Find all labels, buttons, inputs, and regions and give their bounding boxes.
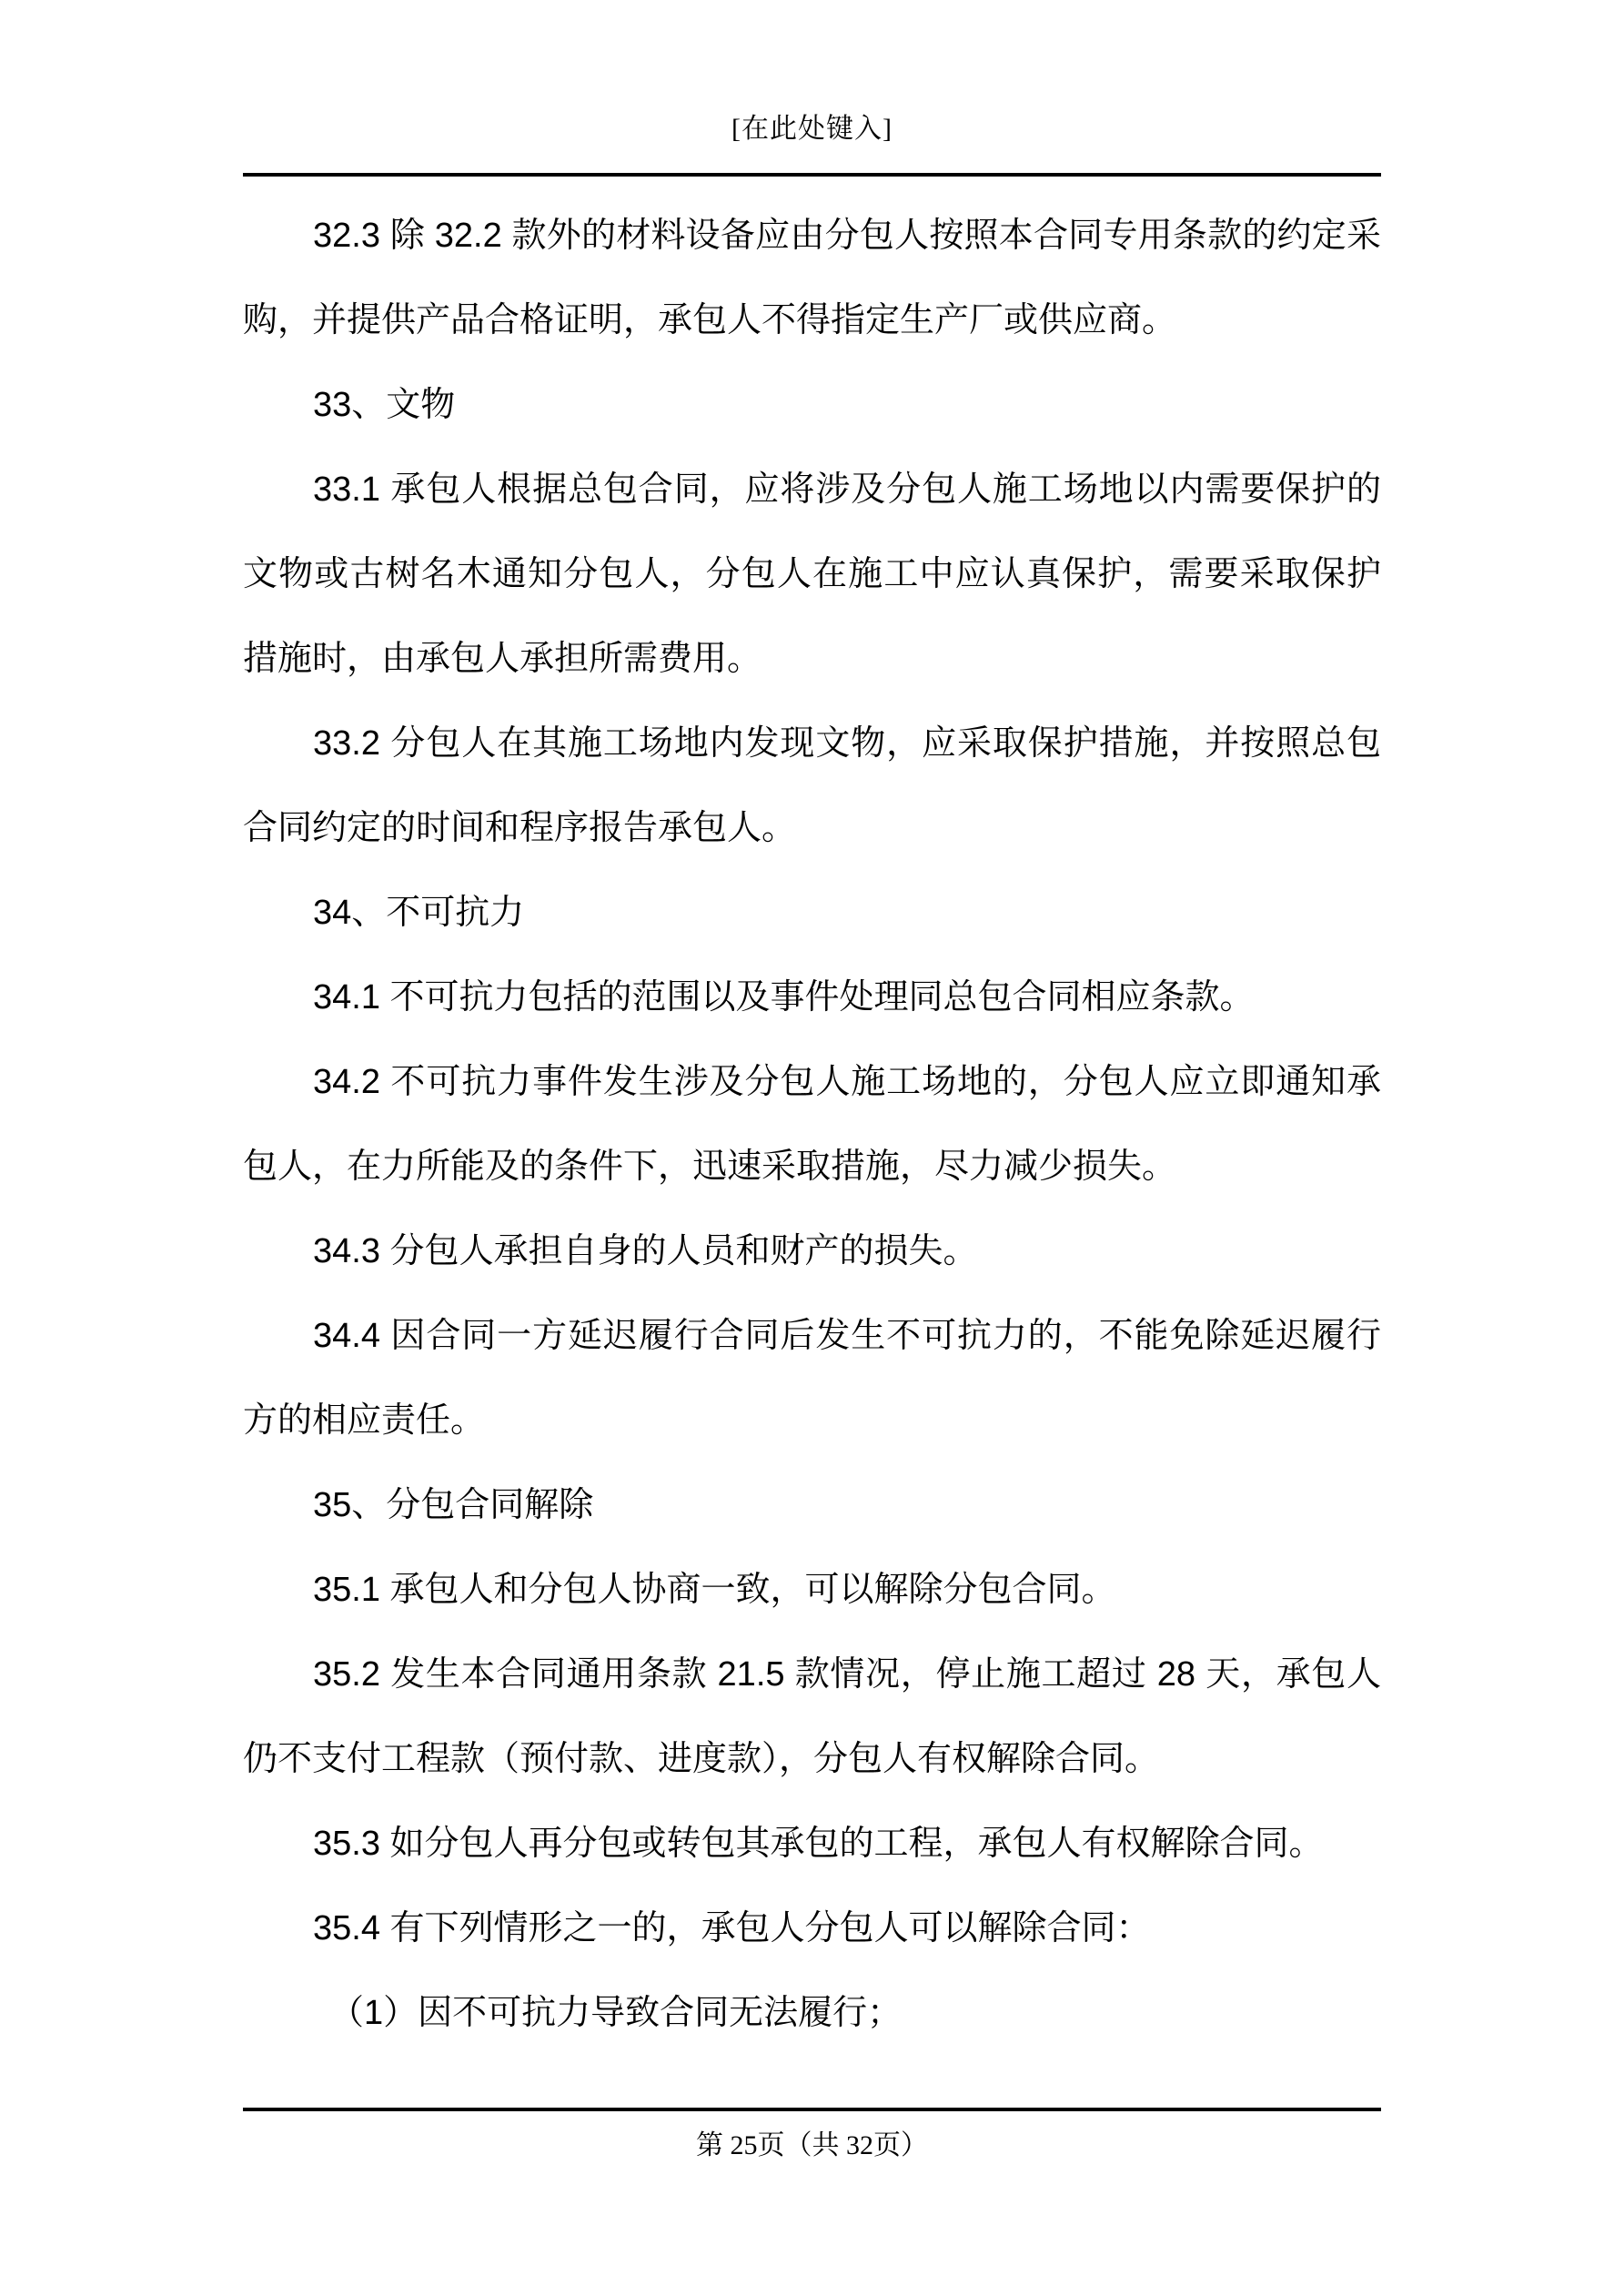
- paragraph: 34.3 分包人承担自身的人员和财产的损失。: [313, 1232, 978, 1270]
- paragraph: 33、文物: [313, 386, 456, 424]
- paragraph: 34.4 因合同一方延迟履行合同后发生不可抗力的，不能免除延迟履行方的相应责任。: [243, 1317, 1381, 1440]
- paragraph: 34、不可抗力: [313, 894, 525, 932]
- paragraph: 33.1 承包人根据总包合同，应将涉及分包人施工场地以内需要保护的文物或古树名木通知分包人，分包人在施工中应认真保护，需要采取保护措施时，由承包人承担所需费用。: [243, 470, 1381, 678]
- header-rule: [243, 173, 1381, 177]
- paragraph: 35.1 承包人和分包人协商一致，可以解除分包合同。: [313, 1571, 1116, 1609]
- paragraph: 33.2 分包人在其施工场地内发现文物，应采取保护措施，并按照总包合同约定的时间和程序报告承包人。: [243, 724, 1381, 847]
- page-header-placeholder: [在此处键入]: [731, 114, 893, 144]
- page-number: 第 25页（共 32页）: [696, 2130, 928, 2160]
- paragraph: 35.2 发生本合同通用条款 21.5 款情况，停止施工超过 28 天，承包人仍不支付工程款（预付款、进度款），分包人有权解除合同。: [243, 1655, 1381, 1778]
- paragraph: 34.1 不可抗力包括的范围以及事件处理同总包合同相应条款。: [313, 978, 1255, 1017]
- paragraph: 35.3 如分包人再分包或转包其承包的工程，承包人有权解除合同。: [313, 1825, 1324, 1863]
- paragraph: 32.3 除 32.2 款外的材料设备应由分包人按照本合同专用条款的约定采购，并提供产品合格证明，承包人不得指定生产厂或供应商。: [243, 217, 1381, 339]
- footer-rule: [243, 2108, 1381, 2111]
- paragraph: 35.4 有下列情形之一的，承包人分包人可以解除合同：: [313, 1909, 1151, 1947]
- document-body: [243, 194, 1381, 2056]
- paragraph: （1）因不可抗力导致合同无法履行；: [329, 1994, 903, 2032]
- paragraph: 34.2 不可抗力事件发生涉及分包人施工场地的，分包人应立即通知承包人，在力所能及的条件下，迅速采取措施，尽力减少损失。: [243, 1063, 1381, 1186]
- paragraph: 35、分包合同解除: [313, 1486, 594, 1524]
